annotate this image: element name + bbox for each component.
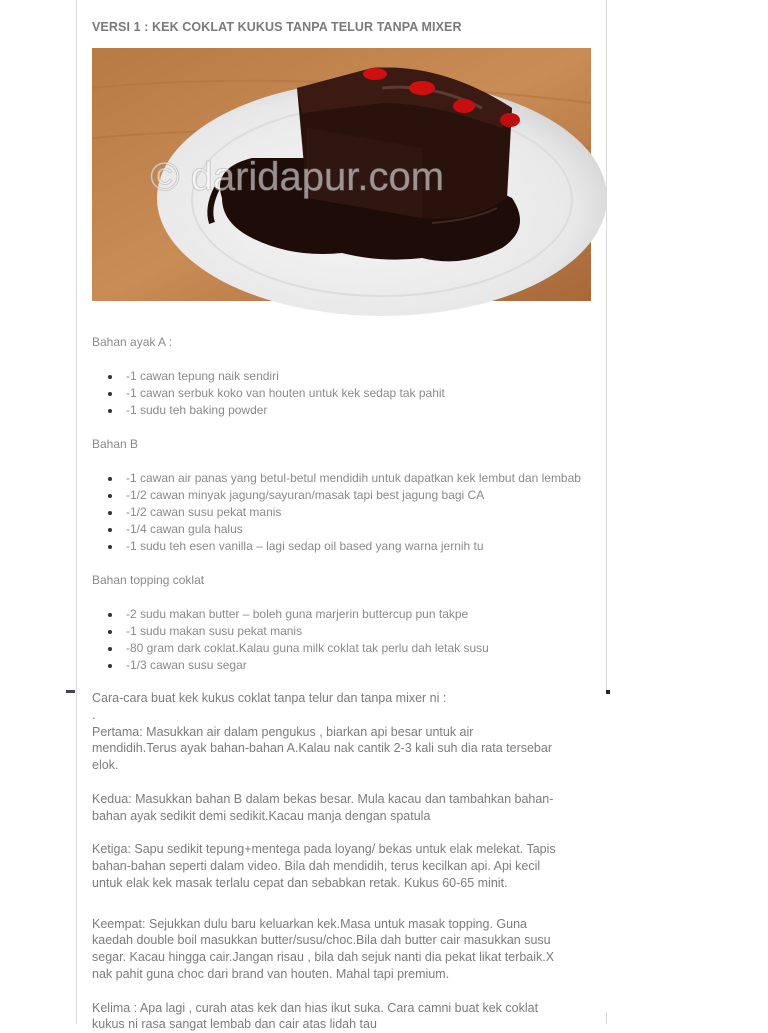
topping-list	[92, 606, 592, 674]
steps-dot: .	[92, 707, 96, 722]
list-item: -1/2 cawan minyak jagung/sayuran/masak tapi best jagung bagi CA	[108, 487, 592, 504]
bahan-a-heading: Bahan ayak A :	[92, 335, 173, 349]
steps-section	[92, 690, 612, 1033]
steps-intro: Cara-cara buat kek kukus coklat tanpa telur dan tanpa mixer ni :	[92, 691, 447, 705]
list-item: -1 sudu makan susu pekat manis	[108, 623, 592, 640]
step-line: Ketiga: Sapu sedikit tepung+mentega pada loyang/ bekas untuk elak melekat. Tapis	[92, 842, 556, 857]
list-item: -1 cawan serbuk koko van houten untuk kek sedap tak pahit	[108, 385, 592, 402]
scan-mark-left	[66, 690, 75, 693]
step-line: kaedah double boil masukkan butter/susu/choc.Bila dah butter cair masukkan susu	[92, 933, 551, 948]
list-item: -1 sudu teh esen vanilla – lagi sedap oil based yang warna jernih tu	[108, 538, 592, 555]
list-item: -1 sudu teh baking powder	[108, 402, 592, 419]
cake-photo-illustration	[92, 48, 591, 301]
list-item: -1/3 cawan susu segar	[108, 657, 592, 674]
step-line: mendidih.Terus ayak bahan-bahan A.Kalau nak cantik 2-3 kali suh dia rata tersebar	[92, 741, 553, 756]
step-line: segar. Kacau hingga cair.Jangan risau , bila dah sejuk nanti dia pekat likat terbaik.X	[92, 950, 555, 965]
ingredients-section	[92, 334, 592, 674]
bahan-a-list	[92, 368, 592, 419]
step-line: bahan-bahan seperti dalam video. Bila dah mendidih, terus kecilkan api. Api kecil	[92, 858, 541, 873]
list-item: -1/2 cawan susu pekat manis	[108, 504, 592, 521]
step-line: Pertama: Masukkan air dalam pengukus , biarkan api besar untuk air	[92, 724, 474, 739]
step-line: untuk elak kek masak terlalu cepat dan sebabkan retak. Kukus 60-65 minit.	[92, 875, 508, 890]
list-item: -80 gram dark coklat.Kalau guna milk coklat tak perlu dah letak susu	[108, 640, 592, 657]
list-item: -1/4 cawan gula halus	[108, 521, 592, 538]
step-line: Kedua: Masukkan bahan B dalam bekas besar. Mula kacau dan tambahkan bahan-	[92, 791, 554, 806]
recipe-title: VERSI 1 : KEK COKLAT KUKUS TANPA TELUR TANPA MIXER	[92, 20, 462, 34]
list-item: -1 cawan air panas yang betul-betul mendidih untuk dapatkan kek lembut dan lembab	[108, 470, 592, 487]
page-border-left	[76, 0, 77, 1024]
step-line: Keempat: Sejukkan dulu baru keluarkan kek.Masa untuk masak topping. Guna	[92, 916, 527, 931]
list-item: -1 cawan tepung naik sendiri	[108, 368, 592, 385]
step-line: bahan ayak sedikit demi sedikit.Kacau manja dengan spatula	[92, 808, 431, 823]
bahan-b-list	[92, 470, 592, 555]
step-line: Kelima : Apa lagi , curah atas kek dan hias ikut suka. Cara camni buat kek coklat	[92, 1000, 539, 1015]
cake-photo	[92, 48, 591, 301]
step-line: nak pahit guna choc dari brand van houten. Mahal tapi premium.	[92, 966, 450, 981]
page-border-right	[606, 0, 607, 690]
step-line: elok.	[92, 758, 119, 773]
topping-heading: Bahan topping coklat	[92, 573, 205, 587]
bahan-b-heading: Bahan B	[92, 437, 139, 451]
step-line: kukus ni rasa sangat lembab dan cair atas lidah tau	[92, 1017, 377, 1032]
list-item: -2 sudu makan butter – boleh guna marjerin buttercup pun takpe	[108, 606, 592, 623]
photo-watermark: © daridapur.com	[150, 155, 445, 199]
